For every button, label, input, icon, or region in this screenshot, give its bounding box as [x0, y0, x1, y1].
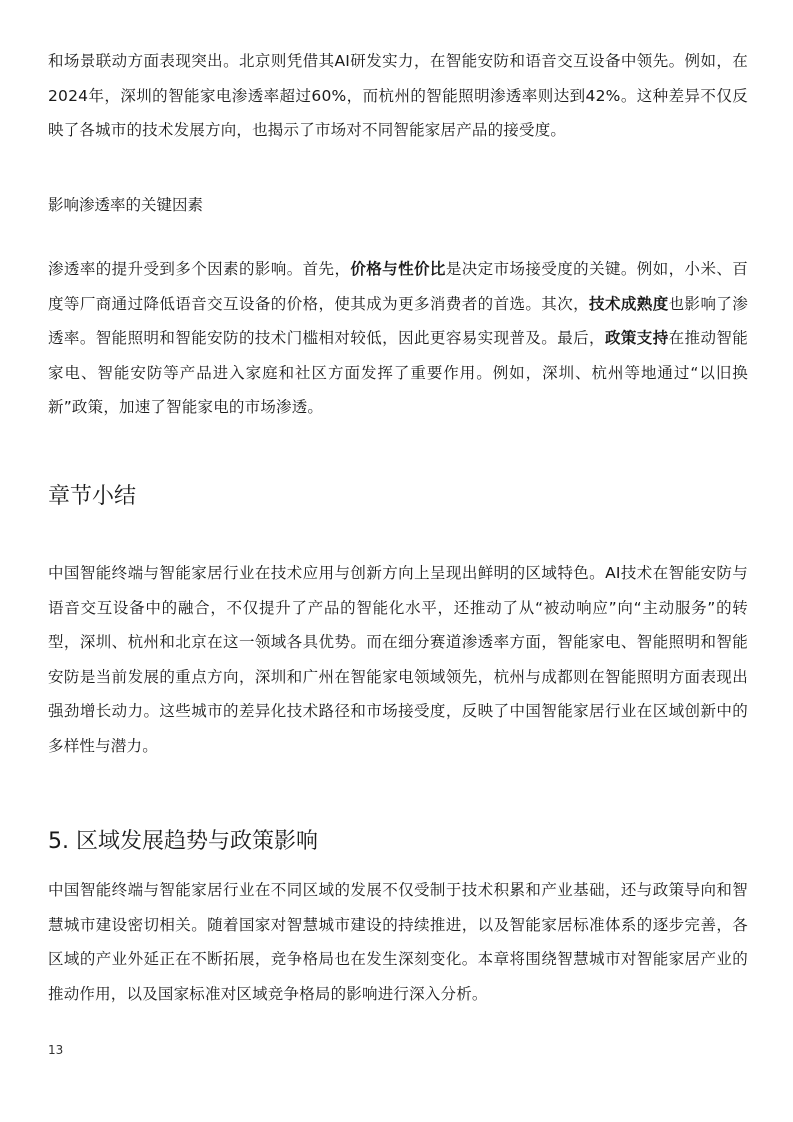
paragraph-chapter-summary: 中国智能终端与智能家居行业在技术应用与创新方向上呈现出鲜明的区域特色。AI技术在智能安防与语音交互设备中的融合，不仅提升了产品的智能化水平，还推动了从“被动响应”向“主动服务”的转型，深圳、杭州和北京在这一领域各具优势。而在细分赛道渗透率方面，智能家电、智能照明和智能安防是当前发展的重点方向，深圳和广州在智能家电领域领先，杭州与成都则在智能照明方面表现出强劲增长动力。这些城市的差异化技术路径和市场接受度，反映了中国智能家居行业在区域创新中的多样性与潜力。 [48, 564, 748, 755]
section-summary-heading: 章节小结 [48, 484, 137, 509]
bold-term-policy: 政策支持 [604, 329, 669, 347]
bold-term-price: 价格与性价比 [350, 260, 446, 278]
text-segment: 在推动智能家电、智能安防等产品进入家庭和社区方面发挥了重要作用。例如，深圳、杭州等地通过“以旧换新”政策，加速了智能家电的市场渗透。 [48, 329, 748, 416]
subheading-key-factors: 影响渗透率的关键因素 [48, 196, 204, 214]
text-segment: 渗透率的提升受到多个因素的影响。首先， [48, 260, 351, 278]
section-5-heading: 5. 区域发展趋势与政策影响 [48, 829, 318, 854]
paragraph-penetration-factors [48, 252, 748, 425]
bold-term-technology: 技术成熟度 [589, 294, 669, 313]
page-number: 13 [48, 1043, 64, 1057]
paragraph-regional-trends: 中国智能终端与智能家居行业在不同区域的发展不仅受制于技术积累和产业基础，还与政策导向和智慧城市建设密切相关。随着国家对智慧城市建设的持续推进，以及智能家居标准体系的逐步完善，各区域的产业外延正在不断拓展，竞争格局也在发生深刻变化。本章将围绕智慧城市对智能家居产业的推动作用，以及国家标准对区域竞争格局的影响进行深入分析。 [48, 881, 748, 1003]
text-segment: 是决定市场接受度的关键。例如，小米、百度等厂商通过降低语音交互设备的价格，使其成为更多消费者的首选。其次， [48, 260, 748, 313]
text-segment: 也影响了渗透率。智能照明和智能安防的技术门槛相对较低，因此更容易实现普及。最后， [48, 294, 748, 347]
paragraph-city-differences: 和场景联动方面表现突出。北京则凭借其AI研发实力，在智能安防和语音交互设备中领先。例如，在2024年，深圳的智能家电渗透率超过60%，而杭州的智能照明渗透率则达到42%。这种差异不仅反映了各城市的技术发展方向，也揭示了市场对不同智能家居产品的接受度。 [48, 52, 748, 139]
